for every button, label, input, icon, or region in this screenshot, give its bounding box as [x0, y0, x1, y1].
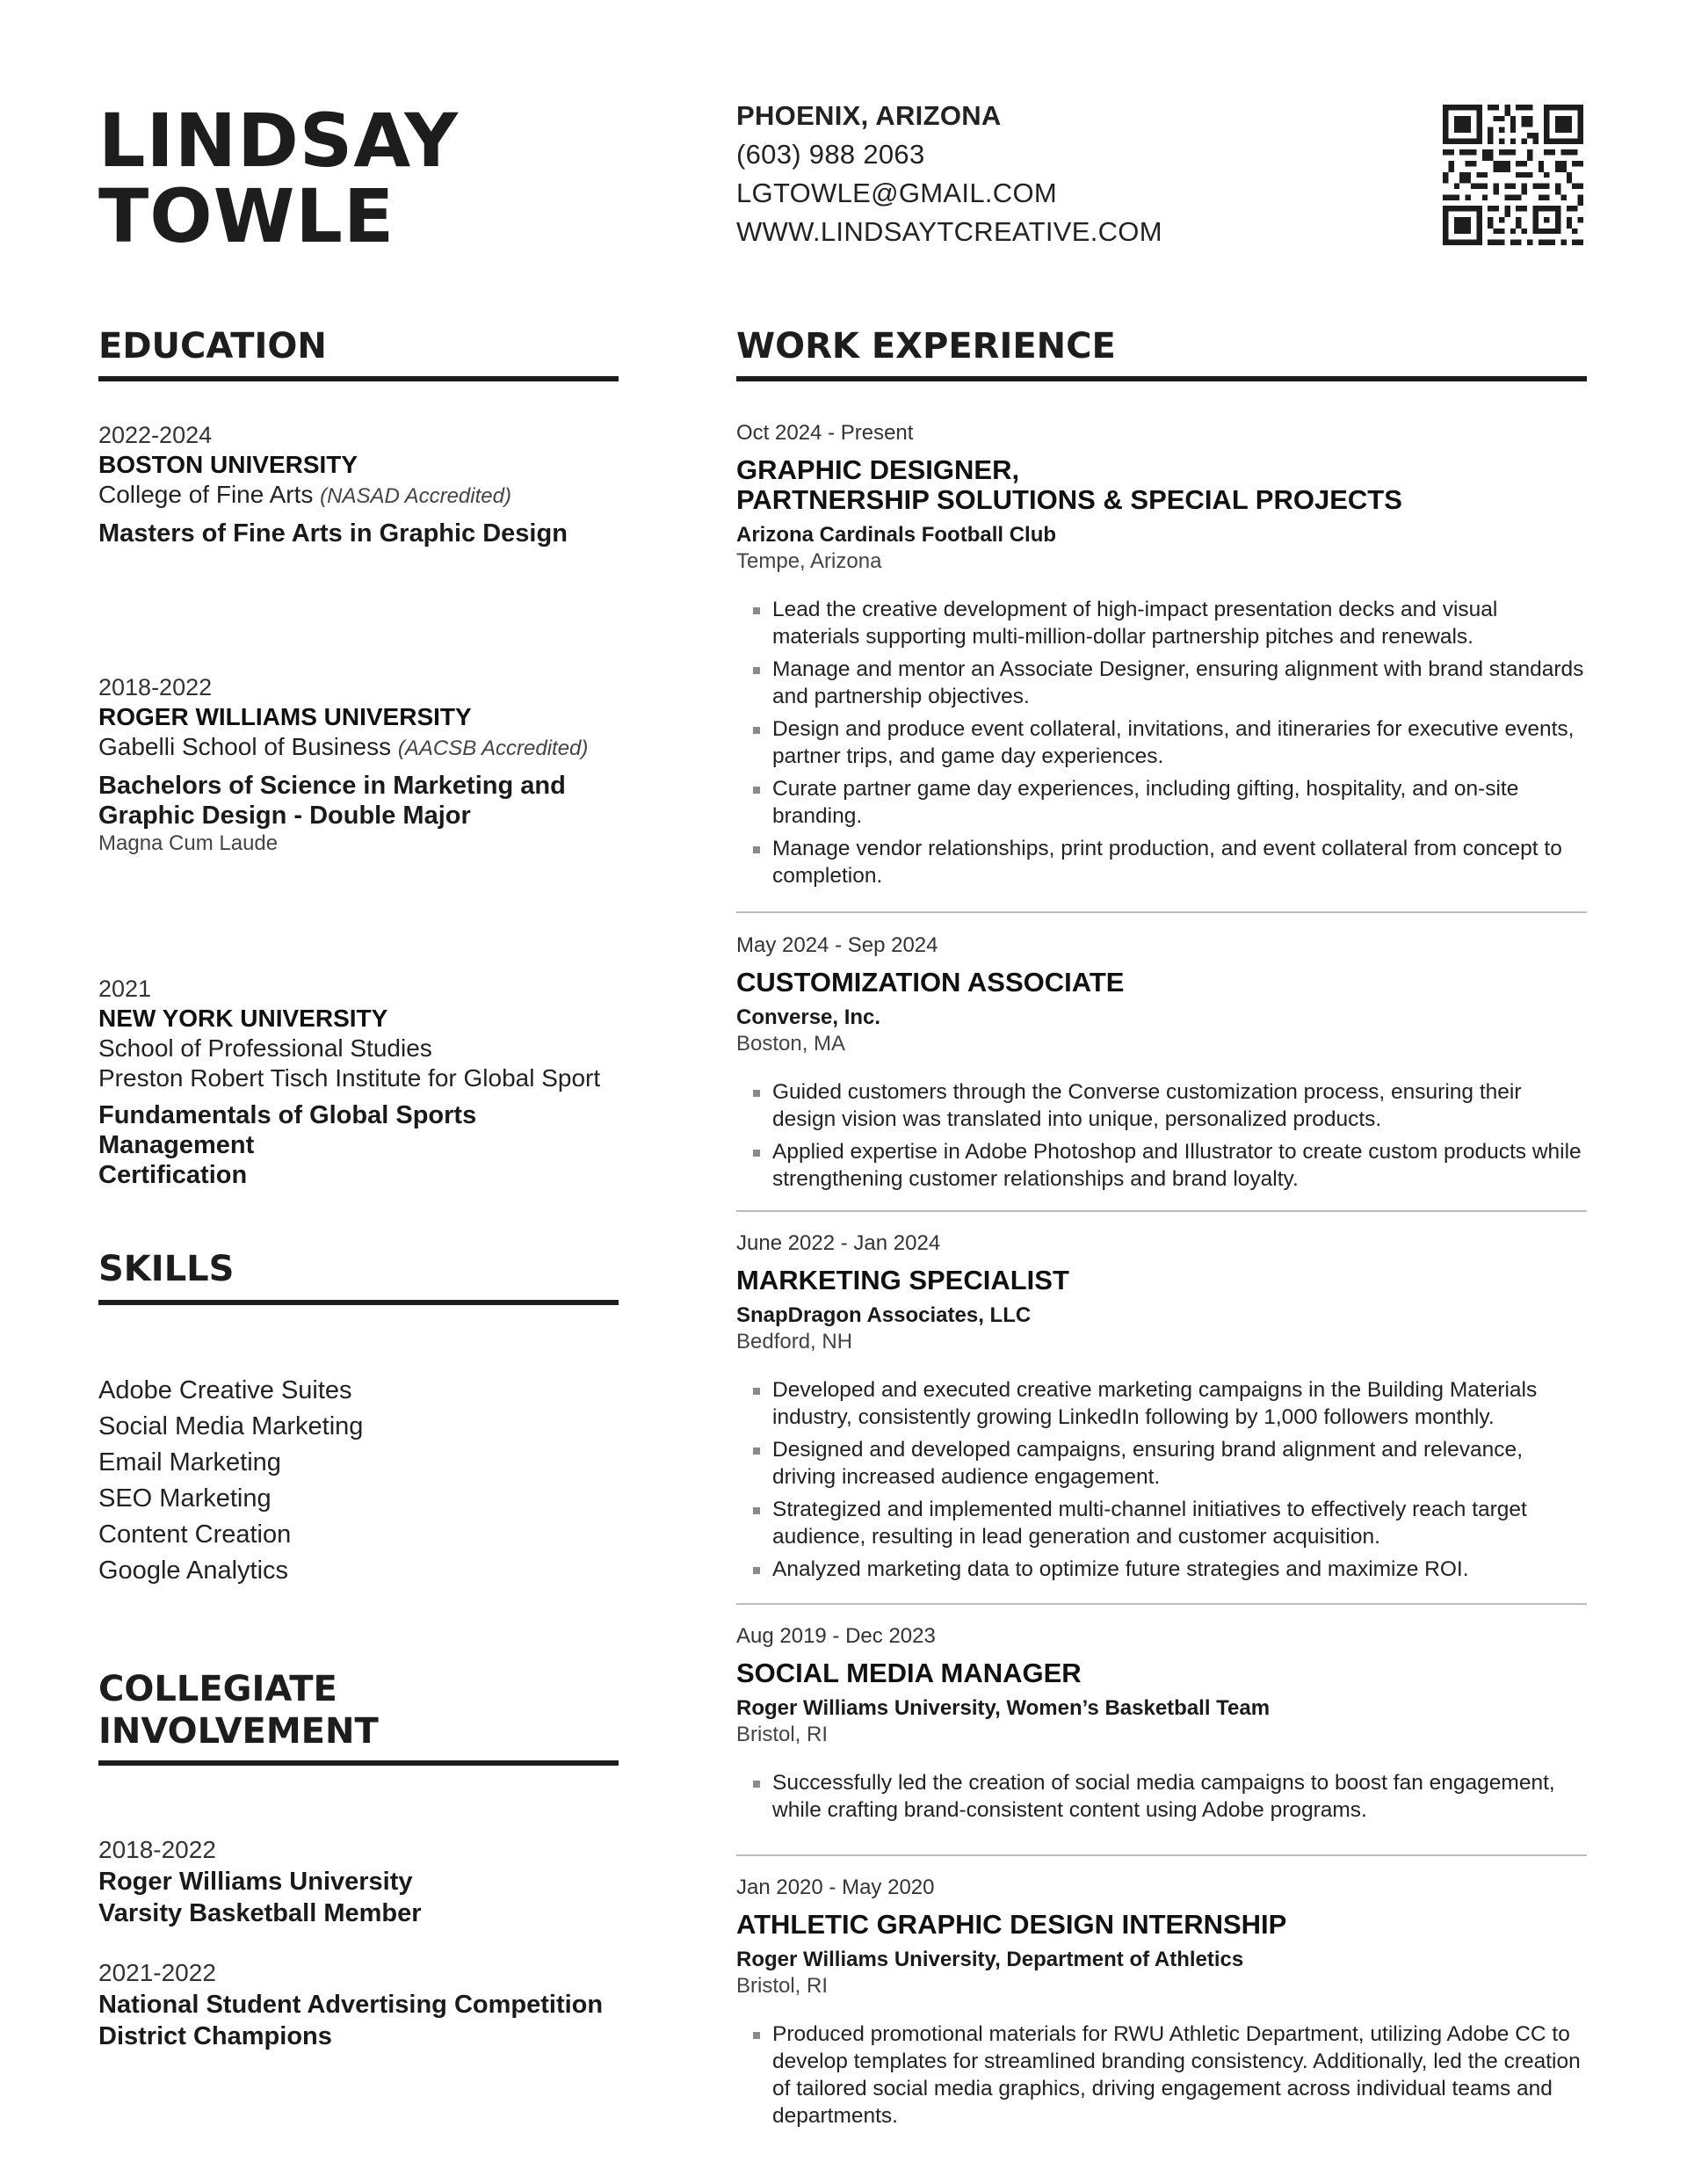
job-title: MARKETING SPECIALIST: [736, 1265, 1069, 1295]
job-bullet: Designed and developed campaigns, ensuring brand alignment and relevance, driving increased audience engagement.: [772, 1436, 1589, 1491]
contact-website: WWW.LINDSAYTCREATIVE.COM: [736, 216, 1162, 247]
skill-item: Google Analytics: [98, 1556, 289, 1585]
education-school: BOSTON UNIVERSITY: [98, 451, 358, 478]
job-separator: [736, 1854, 1587, 1856]
involvement-year: 2018-2022: [98, 1836, 216, 1863]
name-last: TOWLE: [98, 173, 395, 259]
job-company: Roger Williams University, Department of Athletics: [736, 1948, 1244, 1971]
education-college: Preston Robert Tisch Institute for Global Sport: [98, 1064, 601, 1092]
job-date: May 2024 - Sep 2024: [736, 933, 938, 957]
job-title-line: GRAPHIC DESIGNER,: [736, 454, 1020, 485]
job-entry: [736, 1623, 1589, 1829]
contact-block: [736, 97, 1162, 251]
job-bullet: Design and produce event collateral, invitations, and itineraries for executive events, partner trips, and game day experiences.: [772, 715, 1589, 770]
involvement-entry: [98, 1958, 626, 2051]
education-year: 2021: [98, 976, 152, 1002]
qr-code-icon: [1443, 104, 1583, 246]
job-bullet: Manage vendor relationships, print production, and event collateral from concept to completion.: [772, 835, 1589, 889]
education-school: NEW YORK UNIVERSITY: [98, 1005, 388, 1032]
education-honor: Magna Cum Laude: [98, 831, 279, 855]
education-degree-line: Graphic Design - Double Major: [98, 802, 471, 830]
job-title: CUSTOMIZATION ASSOCIATE: [736, 967, 1125, 998]
job-company: SnapDragon Associates, LLC: [736, 1303, 1032, 1327]
job-date: June 2022 - Jan 2024: [736, 1231, 941, 1255]
job-bullet: Manage and mentor an Associate Designer, ensuring alignment with brand standards and partnership objectives.: [772, 656, 1589, 710]
job-bullet: Lead the creative development of high-impact presentation decks and visual materials supporting multi-million-dollar partnership pitches and renewals.: [772, 596, 1589, 650]
involvement-heading-line: COLLEGIATE: [98, 1669, 337, 1709]
job-bullets: [736, 1376, 1589, 1583]
education-degree-line: Fundamentals of Global Sports Management: [98, 1101, 477, 1159]
job-entry: [736, 1875, 1589, 2135]
job-company: Converse, Inc.: [736, 1005, 881, 1029]
name-first: LINDSAY: [98, 98, 460, 184]
involvement-entry: [98, 1835, 626, 1928]
involvement-divider: [98, 1760, 619, 1766]
education-college-name: Gabelli School of Business: [98, 733, 392, 760]
job-location: Boston, MA: [736, 1032, 846, 1056]
job-location: Bristol, RI: [736, 1723, 829, 1746]
job-date: Jan 2020 - May 2020: [736, 1876, 935, 1899]
education-college-name: College of Fine Arts: [98, 481, 314, 508]
job-bullets: [736, 1769, 1589, 1824]
skills-heading: SKILLS: [98, 1249, 235, 1289]
job-bullet: Successfully led the creation of social media campaigns to boost fan engagement, while crafting brand-consistent content using Adobe programs.: [772, 1769, 1589, 1824]
job-bullet: Analyzed marketing data to optimize future strategies and maximize ROI.: [772, 1556, 1589, 1583]
education-school: ROGER WILLIAMS UNIVERSITY: [98, 703, 472, 730]
education-entry: [98, 974, 626, 1190]
education-entry: [98, 672, 626, 857]
involvement-text: National Student Advertising Competition: [98, 1991, 604, 2019]
education-year: 2022-2024: [98, 422, 213, 448]
education-degree: [98, 1100, 626, 1190]
skills-list: [98, 1373, 626, 1589]
job-bullets: [736, 1078, 1589, 1193]
education-degree: Masters of Fine Arts in Graphic Design: [98, 519, 568, 548]
job-location: Tempe, Arizona: [736, 549, 882, 573]
skill-item: SEO Marketing: [98, 1484, 272, 1513]
skill-item: Content Creation: [98, 1520, 292, 1549]
involvement-year: 2021-2022: [98, 1959, 216, 1986]
skills-divider: [98, 1300, 619, 1305]
involvement-text: Varsity Basketball Member: [98, 1899, 422, 1927]
job-bullet: Curate partner game day experiences, including gifting, hospitality, and on-site branding.: [772, 775, 1589, 830]
involvement-heading: [98, 1668, 626, 1752]
involvement-text: Roger Williams University: [98, 1868, 413, 1896]
education-college: [98, 732, 626, 764]
job-bullets: [736, 2021, 1589, 2130]
work-divider: [736, 376, 1587, 381]
contact-city: PHOENIX, ARIZONA: [736, 100, 1002, 131]
job-bullet: Developed and executed creative marketing campaigns in the Building Materials industry, consistently growing LinkedIn following by 1,000 followers monthly.: [772, 1376, 1589, 1431]
job-company: Roger Williams University, Women’s Basketball Team: [736, 1696, 1271, 1720]
involvement-text: District Champions: [98, 2022, 332, 2050]
job-date: Aug 2019 - Dec 2023: [736, 1624, 936, 1648]
job-title: ATHLETIC GRAPHIC DESIGN INTERNSHIP: [736, 1909, 1287, 1940]
education-college: [98, 480, 626, 512]
job-separator: [736, 1603, 1587, 1605]
job-entry: [736, 1230, 1589, 1588]
job-location: Bristol, RI: [736, 1974, 829, 1998]
education-divider: [98, 376, 619, 381]
job-bullets: [736, 596, 1589, 889]
education-entry: [98, 420, 626, 548]
education-accreditation: (NASAD Accredited): [320, 484, 511, 508]
job-separator: [736, 911, 1587, 913]
job-entry: [736, 932, 1589, 1198]
job-company: Arizona Cardinals Football Club: [736, 523, 1057, 547]
work-heading: WORK EXPERIENCE: [736, 326, 1116, 366]
education-college: School of Professional Studies: [98, 1034, 432, 1062]
skill-item: Adobe Creative Suites: [98, 1376, 352, 1404]
job-bullet: Strategized and implemented multi-channel initiatives to effectively reach target audience, resulting in lead generation and customer acquisition.: [772, 1496, 1589, 1550]
education-year: 2018-2022: [98, 674, 213, 700]
contact-email: LGTOWLE@GMAIL.COM: [736, 178, 1057, 208]
education-degree-line: Certification: [98, 1161, 248, 1189]
education-accreditation: (AACSB Accredited): [397, 736, 589, 760]
education-degree: [98, 771, 626, 831]
skill-item: Email Marketing: [98, 1448, 281, 1477]
job-bullet: Produced promotional materials for RWU Athletic Department, utilizing Adobe CC to develop templates for streamlined branding consistency. Additionally, led the creation of tailored social media graphics, driving engagement across individual teams and departments.: [772, 2021, 1589, 2130]
education-heading: EDUCATION: [98, 326, 327, 366]
education-degree-line: Bachelors of Science in Marketing and: [98, 772, 566, 800]
skill-item: Social Media Marketing: [98, 1412, 364, 1440]
job-date: Oct 2024 - Present: [736, 421, 914, 445]
job-bullet: Applied expertise in Adobe Photoshop and Illustrator to create custom products while strengthening customer relationships and brand loyalty.: [772, 1138, 1589, 1193]
job-separator: [736, 1210, 1587, 1212]
job-bullet: Guided customers through the Converse customization process, ensuring their design vision was translated into unique, personalized products.: [772, 1078, 1589, 1133]
contact-phone: (603) 988 2063: [736, 139, 925, 170]
job-title: SOCIAL MEDIA MANAGER: [736, 1658, 1082, 1688]
job-title: [736, 455, 1589, 515]
job-title-line: PARTNERSHIP SOLUTIONS & SPECIAL PROJECTS: [736, 484, 1402, 515]
involvement-heading-line: INVOLVEMENT: [98, 1711, 379, 1752]
job-entry: [736, 420, 1589, 895]
job-location: Bedford, NH: [736, 1330, 853, 1353]
